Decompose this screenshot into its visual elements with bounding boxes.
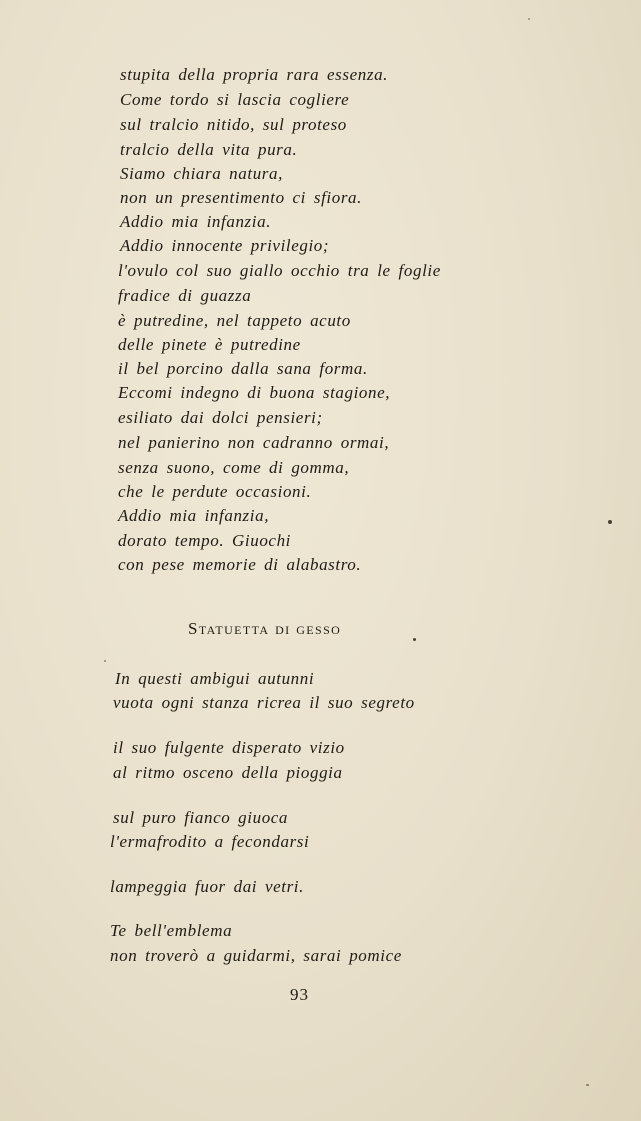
poem-line: l'ovulo col suo giallo occhio tra le foglie [118, 261, 441, 280]
paper-speck [104, 660, 106, 662]
paper-speck [413, 638, 416, 641]
poem-line: il bel porcino dalla sana forma. [118, 359, 368, 378]
poem-line: sul puro fianco giuoca [113, 808, 289, 827]
poem-line: lampeggia fuor dai vetri. [110, 877, 304, 896]
poem-line: non troverò a guidarmi, sarai pomice [110, 946, 402, 965]
poem-line: Come tordo si lascia cogliere [120, 90, 350, 109]
paper-speck [586, 1084, 589, 1086]
poem-line: non un presentimento ci sfiora. [120, 188, 362, 207]
poem-line: Addio mia infanzia. [120, 212, 272, 231]
poem-line: Siamo chiara natura, [120, 164, 283, 183]
poem-line: è putredine, nel tappeto acuto [118, 311, 351, 330]
poem-line: senza suono, come di gomma, [118, 458, 350, 477]
poem-line: al ritmo osceno della pioggia [113, 763, 343, 782]
poem-line: che le perdute occasioni. [118, 482, 312, 501]
poem-line: dorato tempo. Giuochi [118, 531, 292, 550]
page-number: 93 [290, 985, 309, 1004]
poem-line: il suo fulgente disperato vizio [113, 738, 345, 757]
poem-line: nel panierino non cadranno ormai, [118, 433, 390, 452]
poem-line: l'ermafrodito a fecondarsi [110, 832, 310, 851]
poem-line: esiliato dai dolci pensieri; [118, 408, 323, 427]
paper-speck [608, 520, 612, 524]
poem-line: fradice di guazza [118, 286, 252, 305]
poem-line: delle pinete è putredine [118, 335, 301, 354]
poem-line: Te bell'emblema [110, 921, 233, 940]
poem-line: Addio mia infanzia, [118, 506, 270, 525]
poem-line: con pese memorie di alabastro. [118, 555, 362, 574]
poem-line: stupita della propria rara essenza. [120, 65, 389, 84]
poem-line: In questi ambigui autunni [115, 669, 315, 688]
poem-title: Statuetta di gesso [188, 619, 342, 638]
poem-line: Eccomi indegno di buona stagione, [118, 383, 391, 402]
paper-speck [528, 18, 530, 20]
poem-line: Addio innocente privilegio; [120, 236, 330, 255]
poem-line: tralcio della vita pura. [120, 140, 298, 159]
poem-line: vuota ogni stanza ricrea il suo segreto [113, 693, 415, 712]
poem-line: sul tralcio nitido, sul proteso [120, 115, 347, 134]
